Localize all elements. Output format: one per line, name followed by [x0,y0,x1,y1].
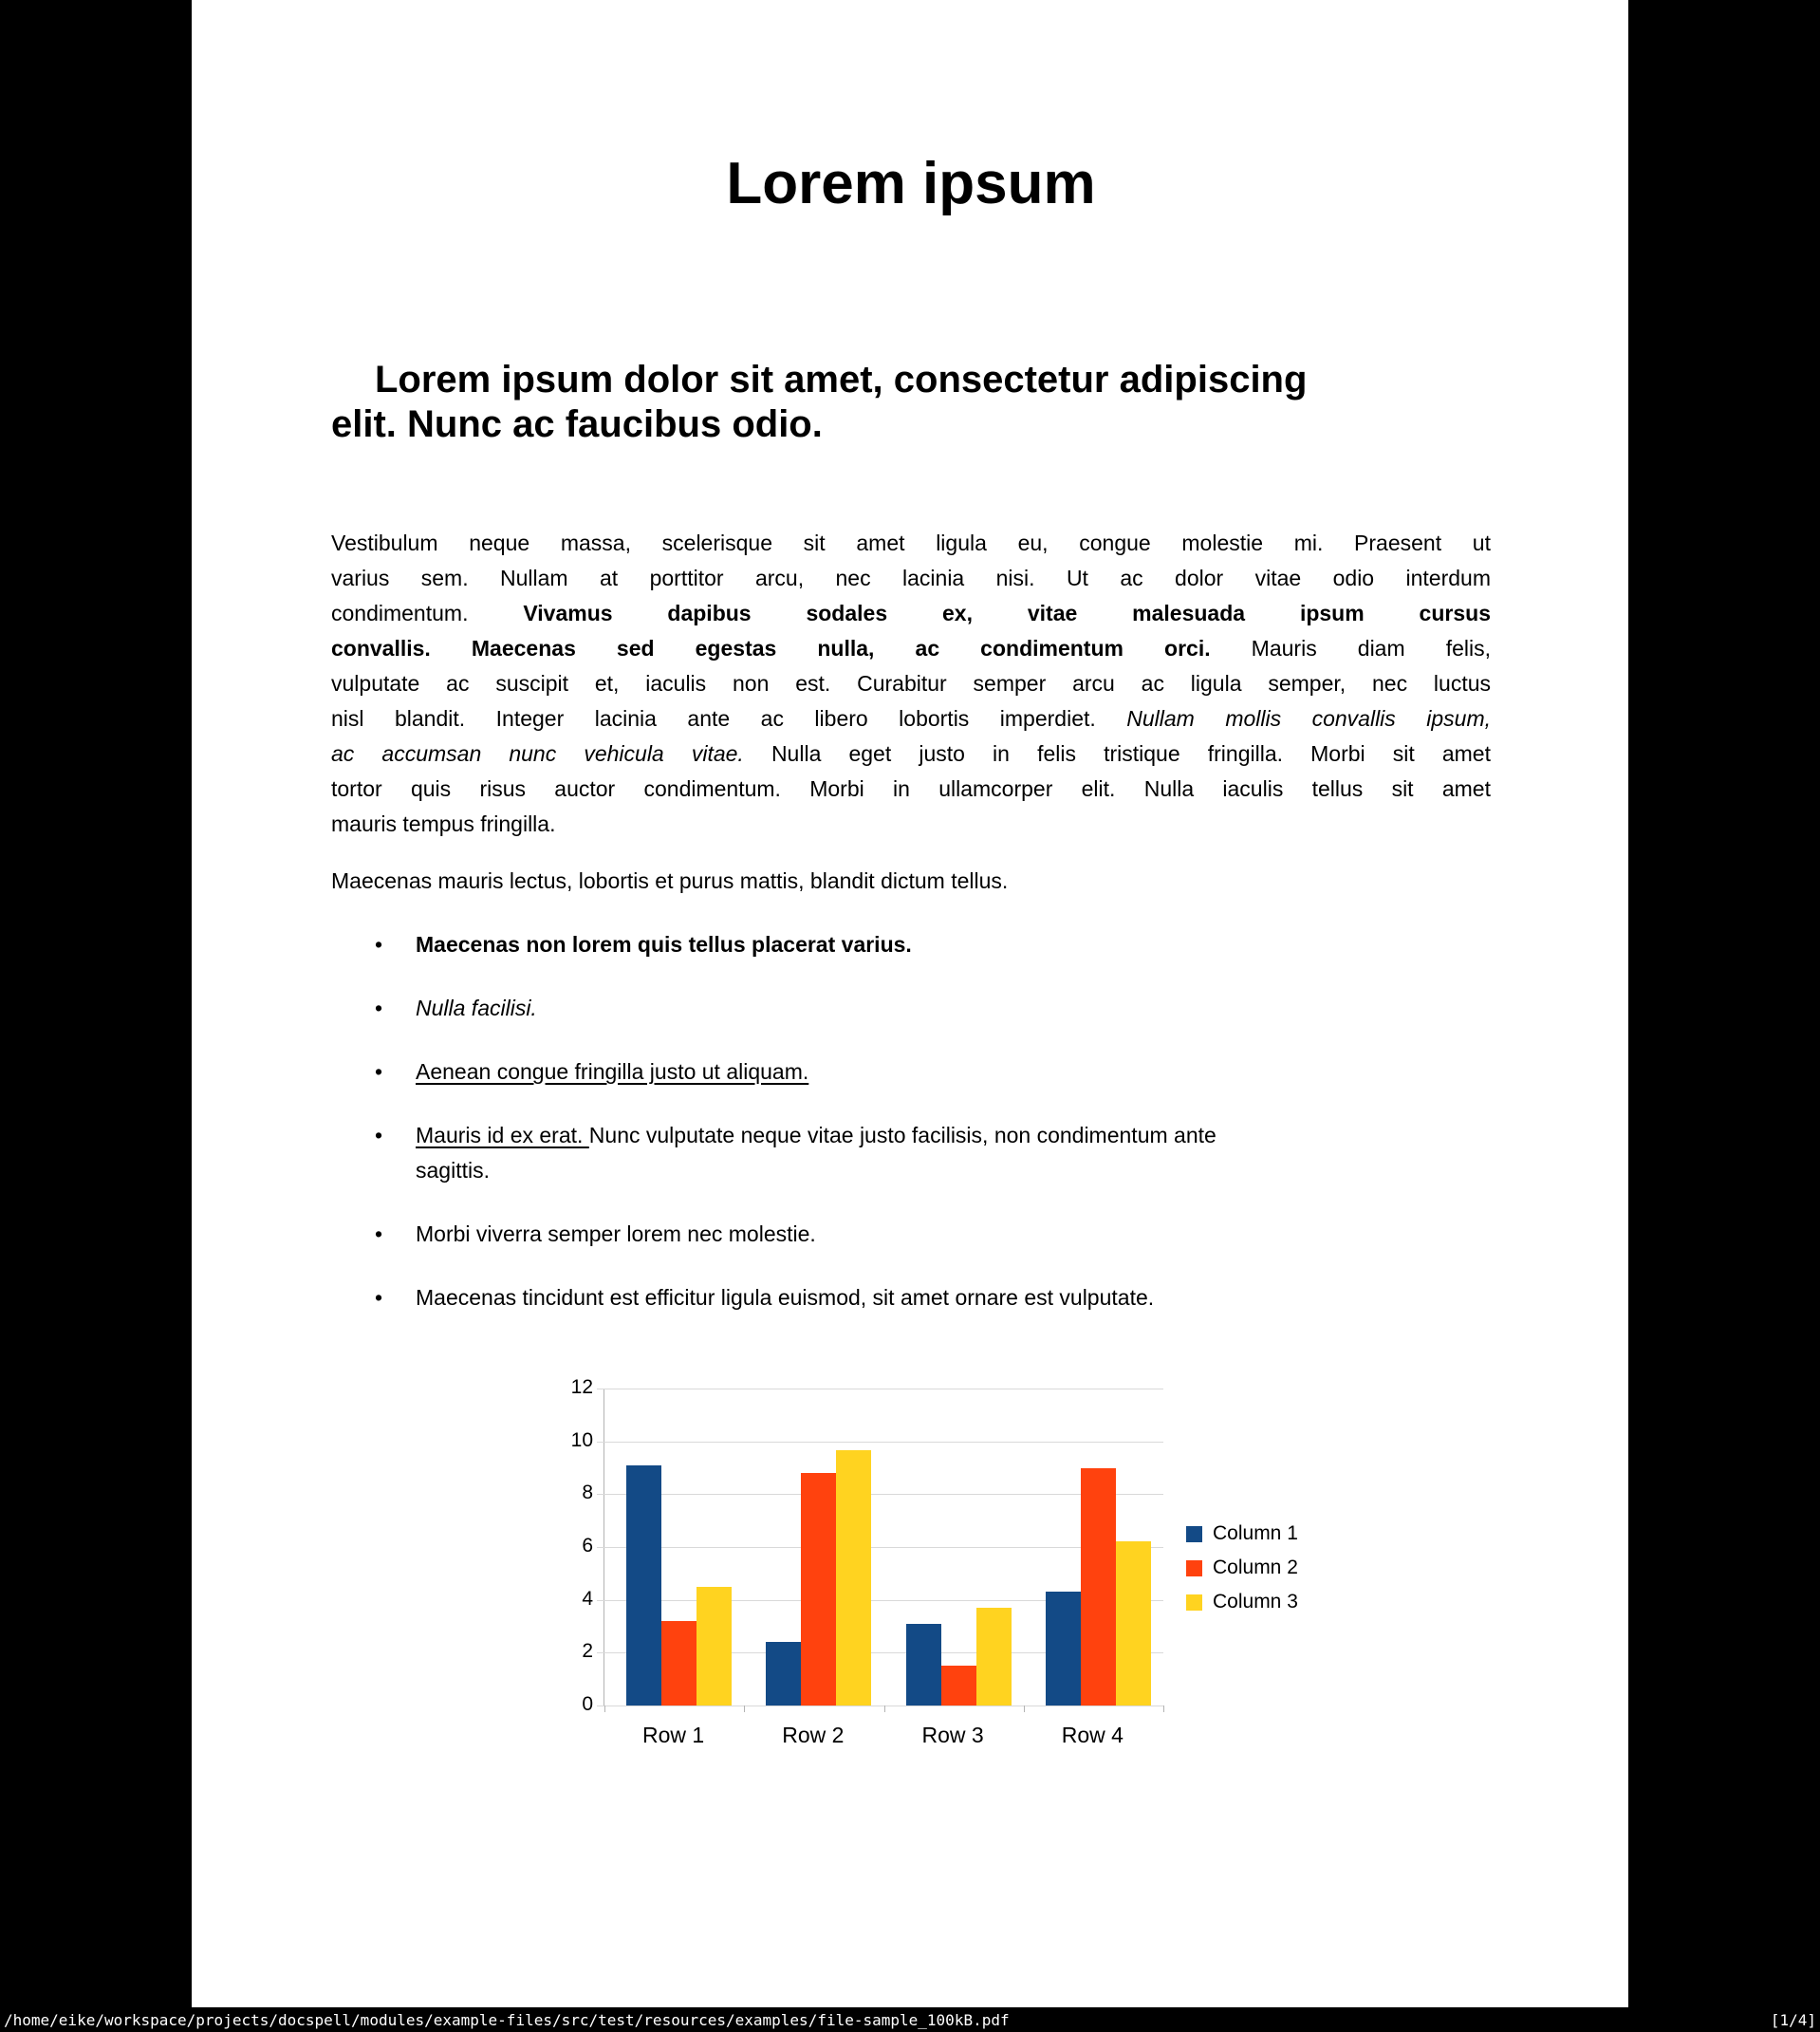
text-segment: Mauris id ex erat. [416,1123,589,1147]
bullet-marker: • [375,1059,383,1084]
bullet-marker: • [375,1285,383,1310]
x-axis-category-label: Row 4 [1061,1723,1124,1747]
legend-swatch-icon [1186,1526,1202,1542]
bar-column-2-row-2 [801,1473,836,1706]
status-file-path: /home/eike/workspace/projects/docspell/modules/example-files/src/test/resources/examples/file-sample_100kB.pdf [4,2010,1010,2029]
text-segment: vulputate ac suscipit et, iaculis non est. Curabitur semper arcu ac ligula semper, nec luctus [331,671,1491,696]
document-title: Lorem ipsum [726,151,1096,216]
legend-label: Column 2 [1213,1557,1298,1578]
bullet-marker: • [375,1221,383,1246]
text-segment: Vestibulum neque massa, scelerisque sit amet ligula eu, congue molestie mi. Praesent ut [331,531,1491,555]
text-segment: Nulla eget justo in felis tristique fringilla. Morbi sit amet [743,741,1491,766]
x-axis-tick [1024,1706,1025,1712]
legend-swatch-icon [1186,1560,1202,1576]
y-axis-tick-label: 0 [582,1693,593,1715]
bullet-marker: • [375,1123,383,1147]
bullet-marker: • [375,996,383,1020]
legend-entry [1186,1517,1298,1551]
bar-column-3-row-2 [836,1450,871,1706]
bar-column-3-row-3 [976,1608,1012,1706]
bar-chart [192,0,1628,2032]
text-segment: tortor quis risus auctor condimentum. Morbi in ullamcorper elit. Nulla iaculis tellus sit amet [331,776,1491,801]
text-segment: Nunc vulputate neque vitae justo facilisis, non condimentum ante [588,1123,1216,1147]
legend-label: Column 1 [1213,1522,1298,1544]
text-segment: Nulla facilisi. [416,996,537,1020]
x-axis-tick [884,1706,885,1712]
bullet-marker: • [375,932,383,957]
heading-line: elit. Nunc ac faucibus odio. [331,403,823,445]
gridline [597,1547,1163,1548]
legend-entry [1186,1585,1298,1619]
y-axis-tick-label: 10 [570,1428,593,1451]
bar-column-3-row-4 [1116,1541,1151,1706]
bar-column-1-row-2 [766,1642,801,1706]
legend-label: Column 3 [1213,1591,1298,1613]
y-axis-tick-label: 6 [582,1535,593,1557]
legend-entry [1186,1551,1298,1585]
bar-column-1-row-1 [626,1465,661,1706]
body-paragraph: Maecenas mauris lectus, lobortis et purus mattis, blandit dictum tellus. [331,868,1009,893]
text-segment: Aenean congue fringilla justo ut aliquam. [416,1059,809,1084]
text-segment: ac accumsan nunc vehicula vitae. [331,741,744,766]
y-axis-tick-label: 8 [582,1482,593,1504]
bar-column-2-row-1 [661,1621,696,1706]
pdf-page[interactable] [192,0,1628,2032]
x-axis-tick [1163,1706,1164,1712]
gridline [597,1494,1163,1495]
text-segment: convallis. Maecenas sed egestas nulla, ac condimentum orci. [331,636,1211,661]
text-segment: Morbi viverra semper lorem nec molestie. [416,1221,816,1246]
legend-swatch-icon [1186,1594,1202,1611]
status-page-indicator: [1/4] [1770,2010,1816,2029]
status-bar [0,2007,1820,2032]
x-axis-category-label: Row 1 [642,1723,705,1747]
y-axis-tick-label: 4 [582,1587,593,1610]
bar-column-2-row-4 [1081,1468,1116,1706]
text-segment: Vivamus dapibus sodales ex, vitae malesuada ipsum cursus [523,601,1491,625]
x-axis-tick [604,1706,605,1712]
text-segment: varius sem. Nullam at porttitor arcu, nec lacinia nisi. Ut ac dolor vitae odio interdum [331,566,1491,590]
bar-column-1-row-3 [906,1624,941,1706]
y-axis-tick-label: 2 [582,1640,593,1663]
bar-column-2-row-3 [941,1666,976,1706]
text-segment: Maecenas non lorem quis tellus placerat varius. [416,932,912,957]
text-segment: Nullam mollis convallis ipsum, [1126,706,1492,731]
y-axis-tick-label: 12 [570,1376,593,1398]
text-segment: mauris tempus fringilla. [331,811,556,836]
gridline [597,1442,1163,1443]
text-segment: Maecenas tincidunt est efficitur ligula euismod, sit amet ornare est vulputate. [416,1285,1155,1310]
text-segment: Mauris diam felis, [1210,636,1491,661]
x-axis-category-label: Row 3 [921,1723,984,1747]
bar-column-3-row-1 [696,1587,732,1706]
x-axis-category-label: Row 2 [782,1723,845,1747]
text-segment: sagittis. [416,1158,490,1183]
bar-column-1-row-4 [1046,1592,1081,1706]
chart-legend [1186,1517,1298,1619]
heading-line: Lorem ipsum dolor sit amet, consectetur adipiscing [375,359,1308,401]
x-axis-tick [744,1706,745,1712]
text-segment: nisl blandit. Integer lacinia ante ac libero lobortis imperdiet. [331,706,1127,731]
text-segment: condimentum. [331,601,524,625]
